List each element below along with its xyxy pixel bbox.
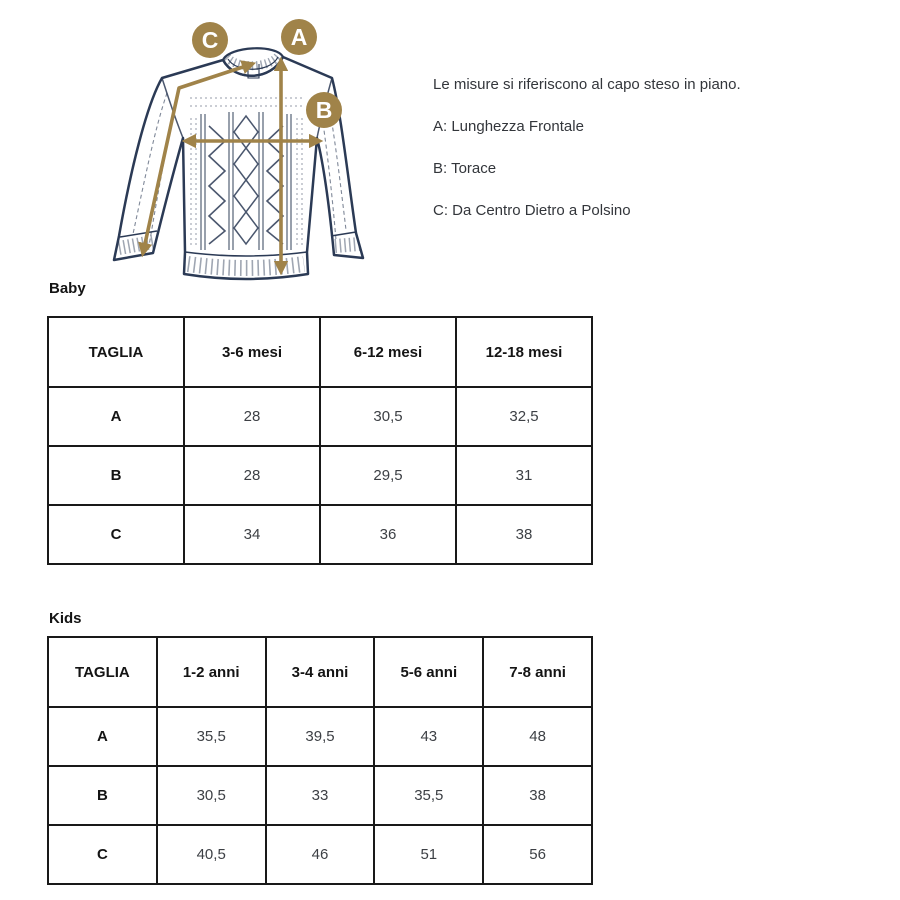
table-cell: 31	[456, 446, 592, 505]
badge-letter-b: B	[315, 97, 333, 123]
table-cell: 48	[483, 707, 592, 766]
table-cell: 35,5	[374, 766, 483, 825]
measure-badge-a	[281, 19, 317, 55]
column-header: 1-2 anni	[157, 637, 266, 707]
row-label: C	[48, 825, 157, 884]
table-cell: 40,5	[157, 825, 266, 884]
note-a: A: Lunghezza Frontale	[433, 118, 584, 135]
table-cell: 51	[374, 825, 483, 884]
row-label: A	[48, 707, 157, 766]
measurement-notes	[433, 76, 741, 244]
note-intro: Le misure si riferiscono al capo steso in piano.	[433, 76, 741, 93]
sweater-measurement-diagram	[105, 8, 425, 288]
table-cell: 38	[483, 766, 592, 825]
note-b: B: Torace	[433, 160, 497, 177]
column-header: TAGLIA	[48, 637, 157, 707]
table-row	[48, 707, 592, 766]
table-cell: 35,5	[157, 707, 266, 766]
table-cell: 28	[184, 387, 320, 446]
row-label: B	[48, 446, 184, 505]
table-row	[48, 505, 592, 564]
column-header: 3-6 mesi	[184, 317, 320, 387]
baby-section-title: Baby	[49, 280, 86, 297]
baby-size-table	[47, 316, 593, 565]
table-cell: 36	[320, 505, 456, 564]
row-label: C	[48, 505, 184, 564]
kids-header-row	[48, 637, 592, 707]
column-header: 12-18 mesi	[456, 317, 592, 387]
table-cell: 32,5	[456, 387, 592, 446]
column-header: 7-8 anni	[483, 637, 592, 707]
kids-section-title: Kids	[49, 610, 82, 627]
table-row	[48, 387, 592, 446]
note-c: C: Da Centro Dietro a Polsino	[433, 202, 631, 219]
table-cell: 56	[483, 825, 592, 884]
badge-letter-a: A	[290, 24, 308, 50]
row-label: B	[48, 766, 157, 825]
table-cell: 28	[184, 446, 320, 505]
table-cell: 29,5	[320, 446, 456, 505]
column-header: TAGLIA	[48, 317, 184, 387]
measure-badge-b	[306, 92, 342, 128]
sweater-illustration	[114, 48, 363, 279]
sweater-diagram-svg	[105, 8, 425, 288]
table-cell: 43	[374, 707, 483, 766]
table-row	[48, 446, 592, 505]
column-header: 5-6 anni	[374, 637, 483, 707]
kids-size-table	[47, 636, 593, 885]
table-cell: 39,5	[266, 707, 375, 766]
column-header: 3-4 anni	[266, 637, 375, 707]
table-row	[48, 766, 592, 825]
column-header: 6-12 mesi	[320, 317, 456, 387]
table-cell: 38	[456, 505, 592, 564]
baby-header-row	[48, 317, 592, 387]
table-cell: 30,5	[157, 766, 266, 825]
table-row	[48, 825, 592, 884]
table-cell: 34	[184, 505, 320, 564]
badge-letter-c: C	[201, 27, 219, 53]
table-cell: 33	[266, 766, 375, 825]
table-cell: 46	[266, 825, 375, 884]
row-label: A	[48, 387, 184, 446]
measure-badge-c	[192, 22, 228, 58]
table-cell: 30,5	[320, 387, 456, 446]
